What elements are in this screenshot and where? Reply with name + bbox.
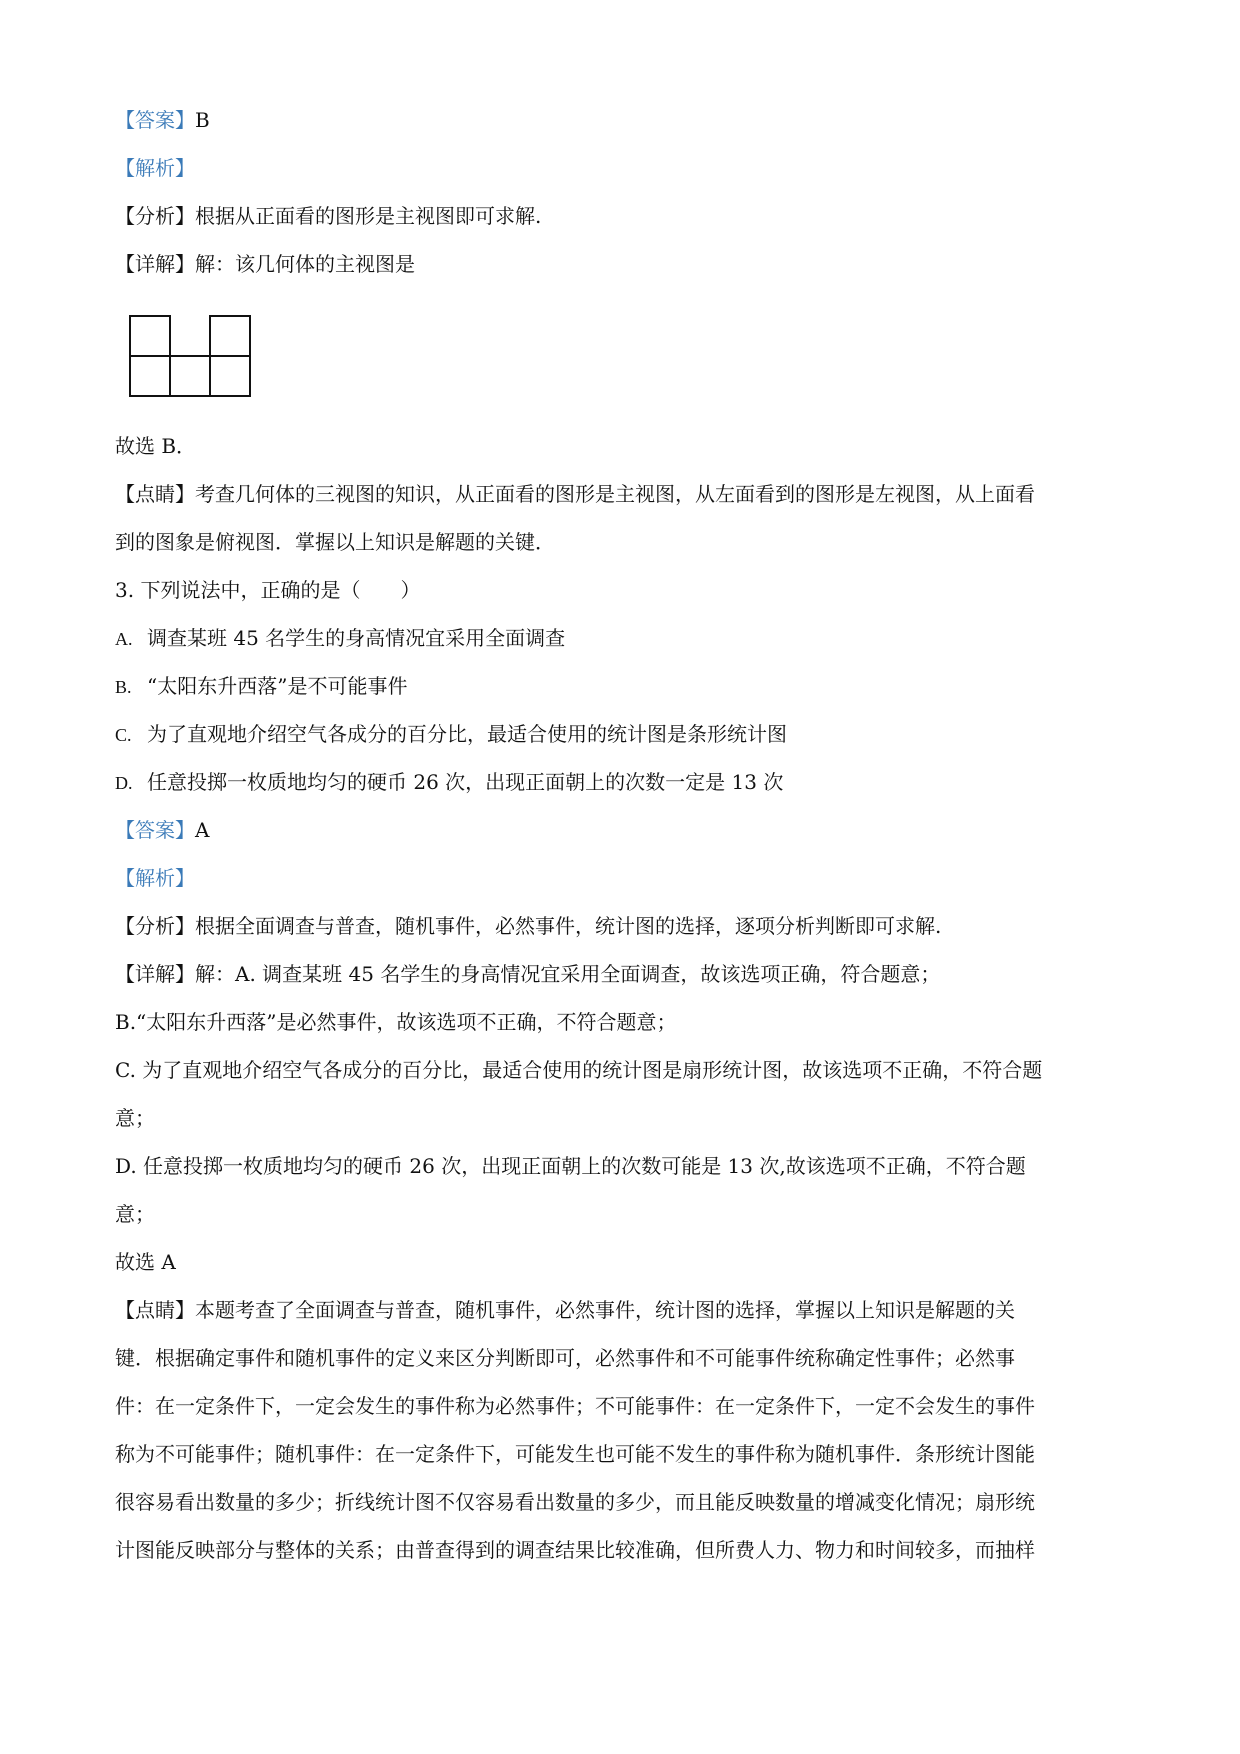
q3-xiangjie-line (115, 959, 940, 989)
answer-tag: 【答案】 (115, 818, 195, 842)
q3-fenxi-line (115, 911, 941, 941)
q3-dianjing-line: 称为不可能事件；随机事件：在一定条件下，可能发生也可能不发生的事件称为随机事件．条形统计图能 (115, 1442, 1035, 1466)
q2-analysis-tag (115, 153, 195, 183)
answer-value: A (195, 818, 210, 842)
xiangjie-text: 解：该几何体的主视图是 (195, 252, 415, 276)
analysis-tag: 【解析】 (115, 156, 195, 180)
q3-option-a (115, 623, 565, 654)
option-text: 为了直观地介绍空气各成分的百分比，最适合使用的统计图是条形统计图 (147, 722, 787, 746)
q2-answer-line (115, 105, 210, 135)
q3-option-b (115, 671, 407, 702)
q2-dianjing-line-1 (115, 479, 1035, 509)
dianjing-text: 本题考查了全面调查与普查，随机事件，必然事件，统计图的选择，掌握以上知识是解题的关 (195, 1298, 1015, 1322)
figure-square (130, 356, 170, 396)
answer-tag: 【答案】 (115, 108, 195, 132)
fenxi-tag: 【分析】 (115, 914, 195, 938)
q3-dianjing-line: 键．根据确定事件和随机事件的定义来区分判断即可，必然事件和不可能事件统称确定性事件；必然事 (115, 1346, 1015, 1370)
q3-detail-line: C. 为了直观地介绍空气各成分的百分比，最适合使用的统计图是扇形统计图，故该选项不正确，不符合题 (115, 1058, 1043, 1082)
q2-dianjing-line-2: 到的图象是俯视图．掌握以上知识是解题的关键． (115, 530, 555, 554)
q3-detail-line: D. 任意投掷一枚质地均匀的硬币 26 次，出现正面朝上的次数可能是 13 次,故该选项不正确，不符合题 (115, 1154, 1026, 1178)
q3-dianjing-line: 计图能反映部分与整体的关系；由普查得到的调查结果比较准确，但所费人力、物力和时间较多，而抽样 (115, 1538, 1035, 1562)
figure-square (210, 356, 250, 396)
q3-analysis-tag (115, 863, 195, 893)
dianjing-tag: 【点睛】 (115, 482, 195, 506)
q3-choose-line: 故选 A (115, 1250, 176, 1274)
q3-option-c (115, 719, 787, 750)
q2-choose-line: 故选 B． (115, 434, 197, 458)
answer-value: B (195, 108, 210, 132)
q2-xiangjie-line (115, 249, 415, 279)
q3-option-d (115, 767, 783, 798)
option-text: “太阳东升西落”是不可能事件 (147, 674, 408, 698)
xiangjie-tag: 【详解】 (115, 962, 195, 986)
fenxi-text: 根据从正面看的图形是主视图即可求解. (195, 204, 542, 228)
figure-square (210, 316, 250, 356)
xiangjie-tag: 【详解】 (115, 252, 195, 276)
xiangjie-text: 解：A. 调查某班 45 名学生的身高情况宜采用全面调查，故该选项正确，符合题意； (195, 962, 941, 986)
option-letter: C. (115, 725, 132, 745)
q3-detail-line: B.“太阳东升西落”是必然事件，故该选项不正确，不符合题意； (115, 1010, 677, 1034)
front-view-figure (128, 314, 254, 400)
fenxi-text: 根据全面调查与普查，随机事件，必然事件，统计图的选择，逐项分析判断即可求解. (195, 914, 942, 938)
q2-fenxi-line (115, 201, 541, 231)
option-text: 任意投掷一枚质地均匀的硬币 26 次，出现正面朝上的次数一定是 13 次 (147, 770, 784, 794)
figure-square (170, 356, 210, 396)
option-text: 调查某班 45 名学生的身高情况宜采用全面调查 (147, 626, 566, 650)
q3-detail-line: 意； (115, 1106, 155, 1130)
option-letter: D. (115, 773, 133, 793)
dianjing-tag: 【点睛】 (115, 1298, 195, 1322)
q3-stem: 3. 下列说法中，正确的是（ ） (115, 578, 421, 602)
option-letter: B. (115, 677, 132, 697)
analysis-tag: 【解析】 (115, 866, 195, 890)
q3-answer-line (115, 815, 209, 845)
q3-dianjing-line: 件：在一定条件下，一定会发生的事件称为必然事件；不可能事件：在一定条件下，一定不会发生的事件 (115, 1394, 1035, 1418)
fenxi-tag: 【分析】 (115, 204, 195, 228)
figure-square (130, 316, 170, 356)
dianjing-text: 考查几何体的三视图的知识，从正面看的图形是主视图，从左面看到的图形是左视图，从上面看 (195, 482, 1035, 506)
option-letter: A. (115, 629, 133, 649)
q3-dianjing-line: 很容易看出数量的多少；折线统计图不仅容易看出数量的多少，而且能反映数量的增减变化情况；扇形统 (115, 1490, 1035, 1514)
q3-dianjing-line-1 (115, 1295, 1015, 1325)
q3-detail-line: 意； (115, 1202, 155, 1226)
